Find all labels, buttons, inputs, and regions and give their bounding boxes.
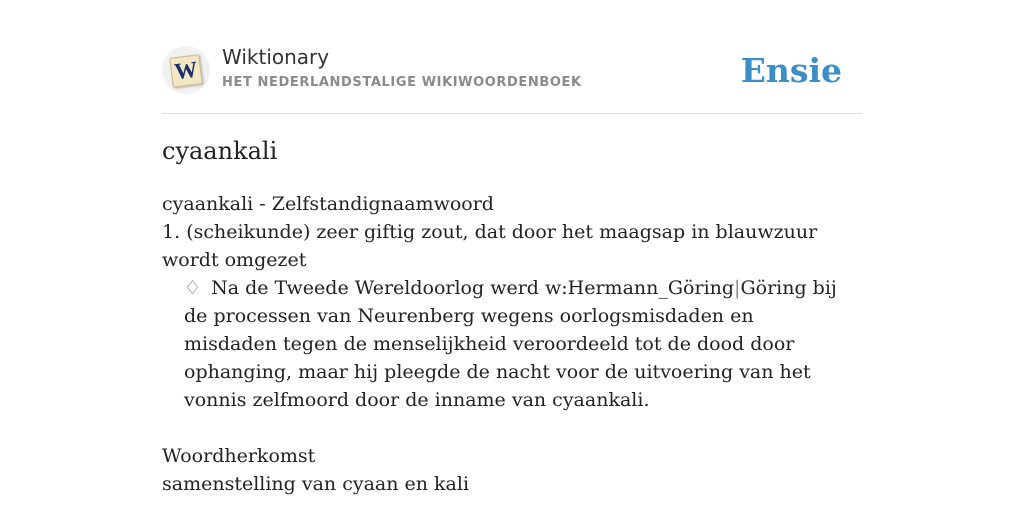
spacer (162, 414, 842, 442)
site-name[interactable]: Wiktionary (222, 45, 330, 69)
definition-number: 1. (162, 221, 181, 243)
site-header (162, 44, 862, 100)
ensie-logo[interactable]: Ensie (740, 51, 842, 90)
header-divider (162, 113, 862, 114)
entry-content (162, 190, 842, 498)
wiktionary-logo[interactable] (162, 46, 210, 94)
example-diamond-icon: ♢ (184, 277, 202, 299)
wiktionary-logo-icon: W (169, 54, 202, 87)
site-tagline: HET NEDERLANDSTALIGE WIKIWOORDENBOEK (222, 75, 582, 90)
example-text-part2: Göring bij de processen van Neurenberg wegens oorlogsmisdaden en misdaden tegen de menselijkheid veroordeeld tot de dood door ophanging, maar hij pleegde de nacht voor de uitvoering van het vonnis zelfmoord door de inname van cyaankali. (184, 277, 837, 411)
example-separator: | (734, 277, 741, 299)
definition (162, 218, 842, 274)
part-of-speech-line: cyaankali - Zelfstandignaamwoord (162, 193, 494, 215)
example-text-part1: Na de Tweede Wereldoorlog werd w:Hermann_Göring (211, 277, 735, 299)
definition-text: (scheikunde) zeer giftig zout, dat door het maagsap in blauwzuur wordt omgezet (162, 221, 818, 271)
page-title: cyaankali (162, 137, 278, 165)
etymology-text: samenstelling van cyaan en kali (162, 473, 470, 495)
etymology-heading: Woordherkomst (162, 445, 316, 467)
example-sentence (162, 274, 842, 414)
